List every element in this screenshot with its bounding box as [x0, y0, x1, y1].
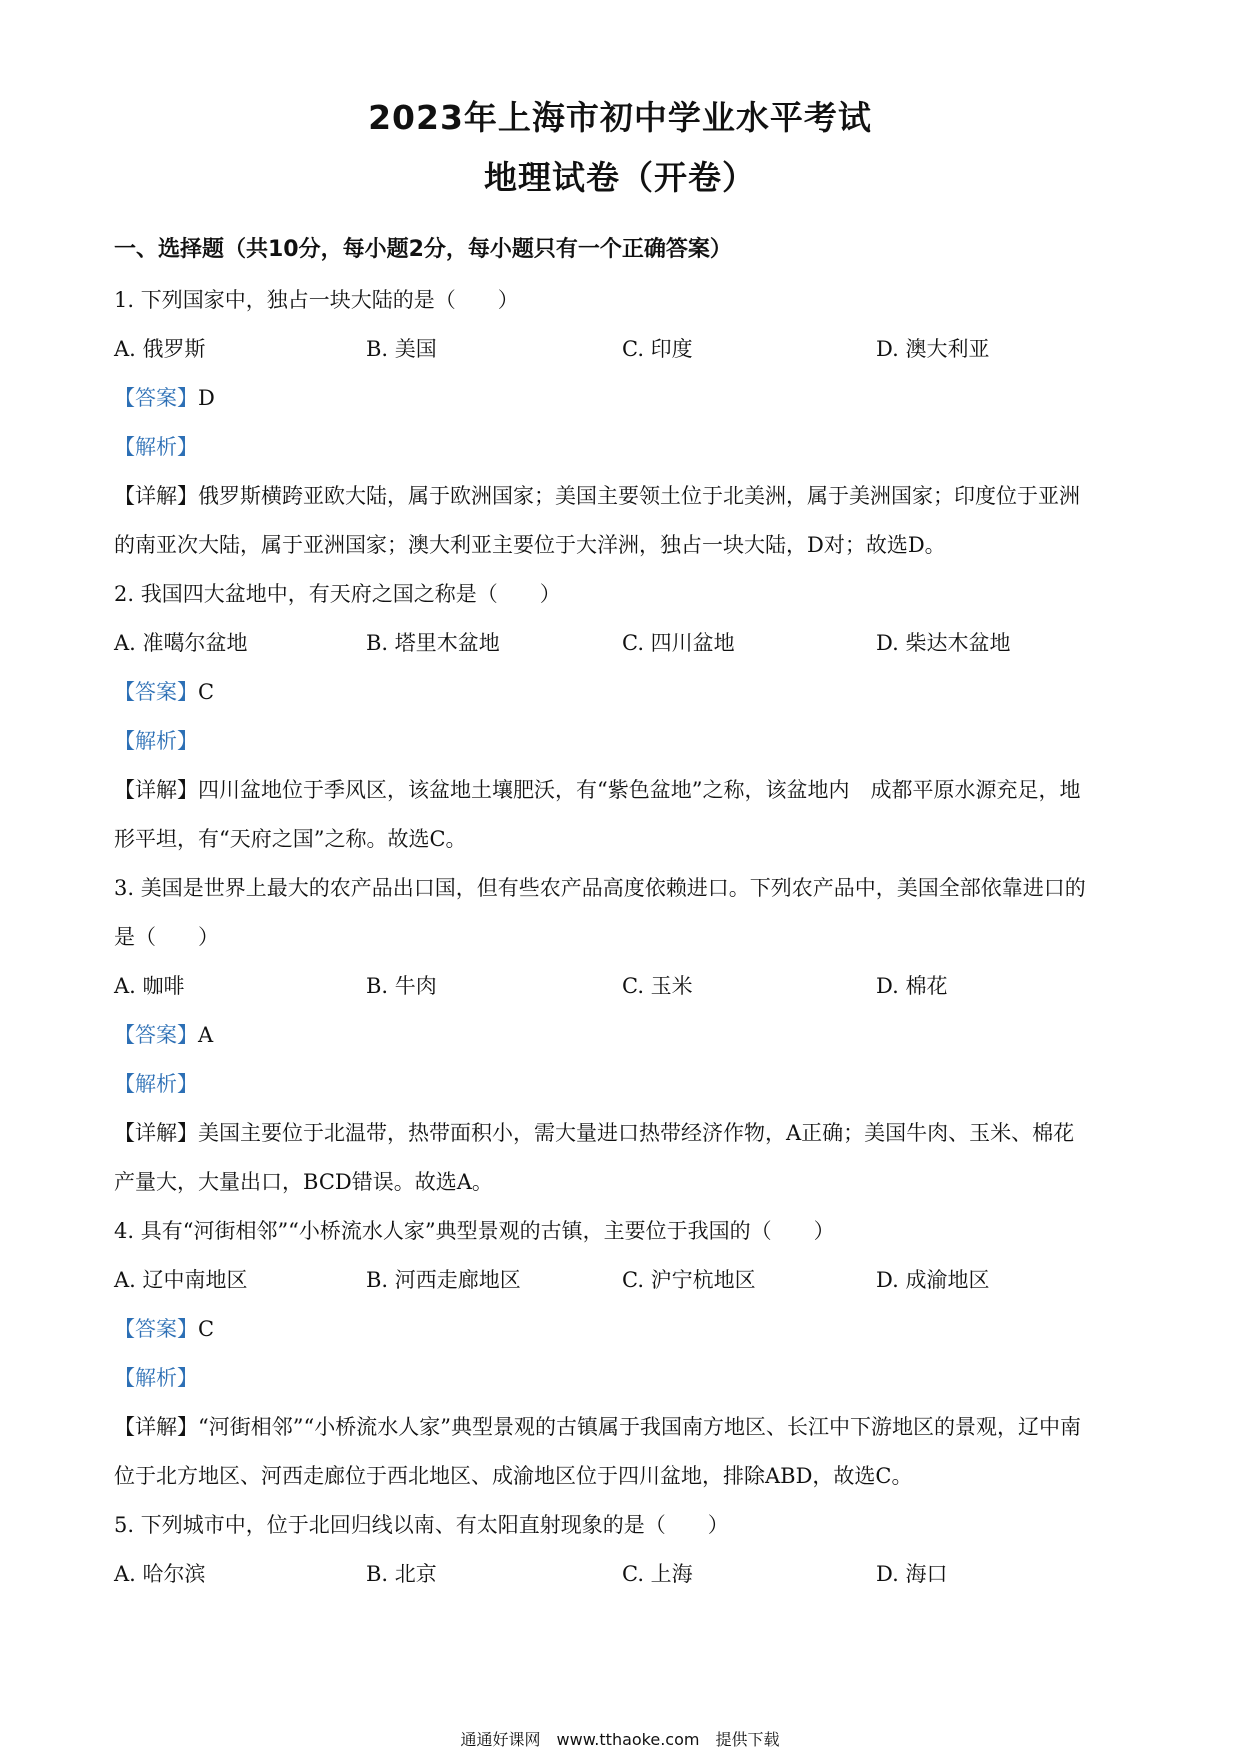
q2-option-c: C. 四川盆地: [622, 631, 735, 655]
question-3-stem-2: 是（ ）: [114, 925, 219, 949]
q1-detail-line-1: [114, 472, 1134, 521]
q4-answer-line: [114, 1305, 1134, 1354]
q2-option-d: D. 柴达木盆地: [876, 631, 1011, 655]
question-4-options: [114, 1256, 1134, 1305]
question-1-stem: 1. 下列国家中，独占一块大陆的是（ ）: [114, 288, 519, 312]
questions: [114, 276, 1134, 1599]
q4-detail-line-2: 位于北方地区、河西走廊位于西北地区、成渝地区位于四川盆地，排除ABD，故选C。: [114, 1464, 913, 1488]
q3-analysis-line: [114, 1060, 1134, 1109]
q3-answer-line: [114, 1011, 1134, 1060]
q3-detail-line-1: [114, 1109, 1134, 1158]
detail-tag: 【详解】: [114, 484, 198, 508]
q3-answer: A: [198, 1023, 214, 1047]
q4-option-d: D. 成渝地区: [876, 1268, 990, 1292]
analysis-tag: 【解析】: [114, 1366, 198, 1390]
detail-tag: 【详解】: [114, 1415, 198, 1439]
q3-option-d: D. 棉花: [876, 974, 948, 998]
section-heading: 一、选择题（共10分，每小题2分，每小题只有一个正确答案）: [114, 237, 732, 262]
question-5-stem: 5. 下列城市中，位于北回归线以南、有太阳直射现象的是（ ）: [114, 1513, 729, 1537]
q1-option-a: A. 俄罗斯: [114, 337, 206, 361]
question-3-options: [114, 962, 1134, 1011]
q1-answer: D: [198, 386, 215, 410]
q2-detail-text-1: 四川盆地位于季风区，该盆地土壤肥沃，有“紫色盆地”之称，该盆地内 成都平原水源充足，地: [198, 778, 1081, 802]
q5-option-a: A. 哈尔滨: [114, 1562, 206, 1586]
q4-option-a: A. 辽中南地区: [114, 1268, 248, 1292]
q3-option-a: A. 咖啡: [114, 974, 185, 998]
q2-detail-line-2: 形平坦，有“天府之国”之称。故选C。: [114, 827, 467, 851]
analysis-tag: 【解析】: [114, 729, 198, 753]
q1-option-b: B. 美国: [366, 337, 437, 361]
question-2-options: [114, 619, 1134, 668]
q1-analysis-line: [114, 423, 1134, 472]
q3-option-c: C. 玉米: [622, 974, 693, 998]
q2-analysis-line: [114, 717, 1134, 766]
q5-option-c: C. 上海: [622, 1562, 693, 1586]
q3-detail-text-1: 美国主要位于北温带，热带面积小，需大量进口热带经济作物，A正确；美国牛肉、玉米、棉花: [198, 1121, 1075, 1145]
question-4-stem: 4. 具有“河街相邻”“小桥流水人家”典型景观的古镇，主要位于我国的（ ）: [114, 1219, 835, 1243]
exam-title: 2023年上海市初中学业水平考试: [368, 98, 872, 137]
q4-option-b: B. 河西走廊地区: [366, 1268, 521, 1292]
q4-detail-text-1: “河街相邻”“小桥流水人家”典型景观的古镇属于我国南方地区、长江中下游地区的景观，辽中南: [198, 1415, 1081, 1439]
q4-option-c: C. 沪宁杭地区: [622, 1268, 756, 1292]
q3-detail-line-2: 产量大，大量出口，BCD错误。故选A。: [114, 1170, 493, 1194]
detail-tag: 【详解】: [114, 778, 198, 802]
q1-detail-line-2: 的南亚次大陆，属于亚洲国家；澳大利亚主要位于大洋洲，独占一块大陆，D对；故选D。: [114, 533, 946, 557]
q1-option-c: C. 印度: [622, 337, 693, 361]
q2-option-a: A. 准噶尔盆地: [114, 631, 248, 655]
q2-answer-line: [114, 668, 1134, 717]
question-3-stem-1: 3. 美国是世界上最大的农产品出口国，但有些农产品高度依赖进口。下列农产品中，美国全部依靠进口的: [114, 876, 1086, 900]
q3-option-b: B. 牛肉: [366, 974, 437, 998]
answer-tag: 【答案】: [114, 680, 198, 704]
q5-option-b: B. 北京: [366, 1562, 437, 1586]
q4-answer: C: [198, 1317, 215, 1341]
footer-source: 通通好课网 www.tthaoke.com 提供下载: [460, 1730, 780, 1749]
answer-tag: 【答案】: [114, 386, 198, 410]
q1-answer-line: [114, 374, 1134, 423]
q1-detail-text-1: 俄罗斯横跨亚欧大陆，属于欧洲国家；美国主要领土位于北美洲，属于美洲国家；印度位于亚洲: [198, 484, 1080, 508]
question-5-options: [114, 1550, 1134, 1599]
question-1-options: [114, 325, 1134, 374]
answer-tag: 【答案】: [114, 1023, 198, 1047]
q5-option-d: D. 海口: [876, 1562, 948, 1586]
answer-tag: 【答案】: [114, 1317, 198, 1341]
detail-tag: 【详解】: [114, 1121, 198, 1145]
exam-subtitle: 地理试卷（开卷）: [484, 158, 756, 197]
q2-answer: C: [198, 680, 215, 704]
question-2-stem: 2. 我国四大盆地中，有天府之国之称是（ ）: [114, 582, 561, 606]
q4-analysis-line: [114, 1354, 1134, 1403]
analysis-tag: 【解析】: [114, 1072, 198, 1096]
q2-detail-line-1: [114, 766, 1134, 815]
q2-option-b: B. 塔里木盆地: [366, 631, 500, 655]
analysis-tag: 【解析】: [114, 435, 198, 459]
q1-option-d: D. 澳大利亚: [876, 337, 990, 361]
q4-detail-line-1: [114, 1403, 1134, 1452]
